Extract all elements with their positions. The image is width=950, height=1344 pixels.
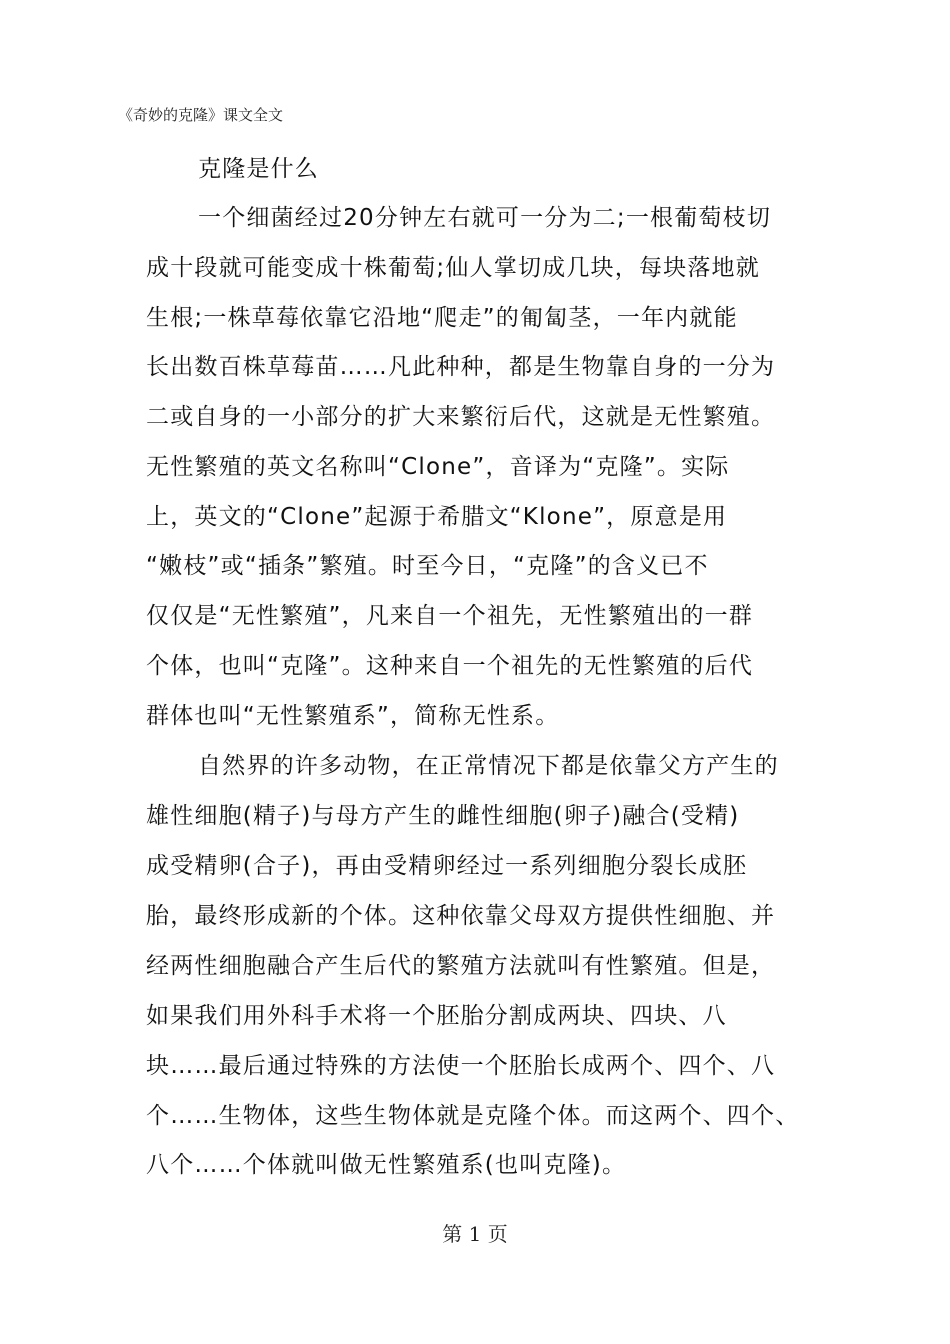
paragraph-line: 长出数百株草莓苗……凡此种种，都是生物靠自身的一分为 bbox=[146, 354, 776, 380]
paragraph-line: 生根;一株草莓依靠它沿地“爬走”的匍匐茎，一年内就能 bbox=[146, 305, 738, 331]
paragraph-line: 成十段就可能变成十株葡萄;仙人掌切成几块，每块落地就 bbox=[146, 255, 760, 281]
paragraph-line: 自然界的许多动物，在正常情况下都是依靠父方产生的 bbox=[198, 753, 779, 779]
paragraph-line: 经两性细胞融合产生后代的繁殖方法就叫有性繁殖。但是， bbox=[146, 953, 776, 979]
paragraph-line: 雄性细胞(精子)与母方产生的雌性细胞(卵子)融合(受精) bbox=[146, 803, 740, 829]
paragraph-line: 一个细菌经过20分钟左右就可一分为二;一根葡萄枝切 bbox=[198, 205, 772, 231]
paragraph-line: 群体也叫“无性繁殖系”，简称无性系。 bbox=[146, 703, 560, 729]
paragraph-line: 如果我们用外科手术将一个胚胎分割成两块、四块、八 bbox=[146, 1003, 727, 1029]
page-number: 第 1 页 bbox=[442, 1222, 508, 1246]
paragraph-line: 仅仅是“无性繁殖”，凡来自一个祖先，无性繁殖出的一群 bbox=[146, 603, 754, 629]
paragraph-line: 个体，也叫“克隆”。这种来自一个祖先的无性繁殖的后代 bbox=[146, 653, 754, 679]
paragraph-line: 胎，最终形成新的个体。这种依靠父母双方提供性细胞、并 bbox=[146, 903, 776, 929]
paragraph-line: 成受精卵(合子)，再由受精卵经过一系列细胞分裂长成胚 bbox=[146, 853, 748, 879]
paragraph-line: 二或自身的一小部分的扩大来繁衍后代，这就是无性繁殖。 bbox=[146, 404, 776, 430]
document-title-note: 《奇妙的克隆》课文全文 bbox=[118, 106, 284, 124]
paragraph-line: 上，英文的“Clone”起源于希腊文“Klone”，原意是用 bbox=[146, 504, 728, 530]
paragraph-line: 个……生物体，这些生物体就是克隆个体。而这两个、四个、 bbox=[146, 1103, 800, 1129]
section-heading: 克隆是什么 bbox=[198, 156, 319, 182]
paragraph-line: “嫩枝”或“插条”繁殖。时至今日，“克隆”的含义已不 bbox=[146, 553, 709, 579]
paragraph-line: 块……最后通过特殊的方法使一个胚胎长成两个、四个、八 bbox=[146, 1053, 776, 1079]
paragraph-line: 八个……个体就叫做无性繁殖系(也叫克隆)。 bbox=[146, 1152, 627, 1178]
paragraph-line: 无性繁殖的英文名称叫“Clone”，音译为“克隆”。实际 bbox=[146, 454, 730, 480]
